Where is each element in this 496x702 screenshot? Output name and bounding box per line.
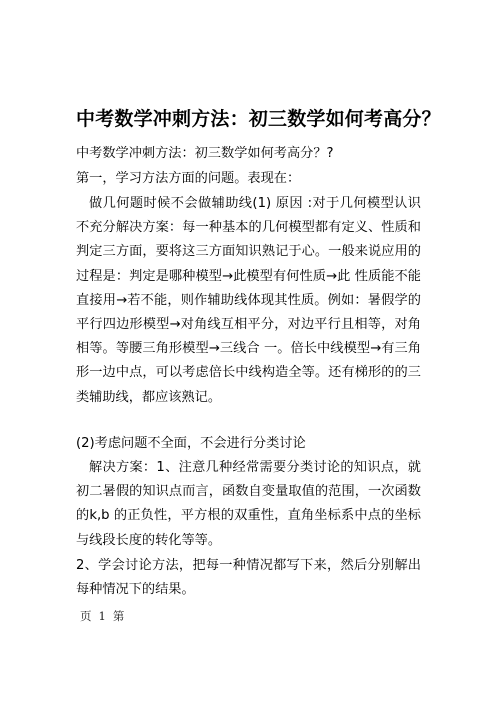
document-subtitle: 中考数学冲刺方法：初三数学如何考高分？? <box>76 146 334 161</box>
page-number: 1 <box>98 609 106 623</box>
paragraph-classification-heading: (2)考虑问题不全面，不会进行分类讨论 <box>76 436 306 451</box>
paragraph-discussion-method: 2、学会讨论方法，把每一种情况都写下来，然后分别解出每种情况下的结果。 <box>76 558 421 598</box>
intro-line: 第一，学习方法方面的问题。表现在： <box>76 171 301 186</box>
page-footer <box>80 608 124 624</box>
paragraph-solution: 解决方案：1、注意几种经常需要分类讨论的知识点，就初二暑假的知识点而言，函数自变量取值的范围，一次函数的k,b 的正负性，平方根的双重性，直角坐标系中点的坐标与线段长度的转化等等。 <box>76 460 421 548</box>
page-prefix: 页 <box>80 609 92 623</box>
document-title: 中考数学冲刺方法：初三数学如何考高分？ <box>76 108 441 130</box>
paragraph-auxiliary-lines: 做几何题时候不会做辅助线(1) 原因 :对于几何模型认识不充分解决方案：每一种基本的几何模型都有定义、性质和判定三方面，要将这三方面知识熟记于心。一般来说应用的过程是：判定是哪种模型→此模型有何性质→此 性质能不能直接用→若不能，则作辅助线体现其性质。例如：暑假学的平行四边形模型→对角线互相平分，对边平行且相等，对角相等。等腰三角形模型→三线合 一。倍长中线模型→有三角形一边中点，可以考虑倍长中线构造全等。还有梯形的的三类辅助线，都应该熟记。 <box>76 196 421 405</box>
page-suffix: 第 <box>112 609 125 623</box>
